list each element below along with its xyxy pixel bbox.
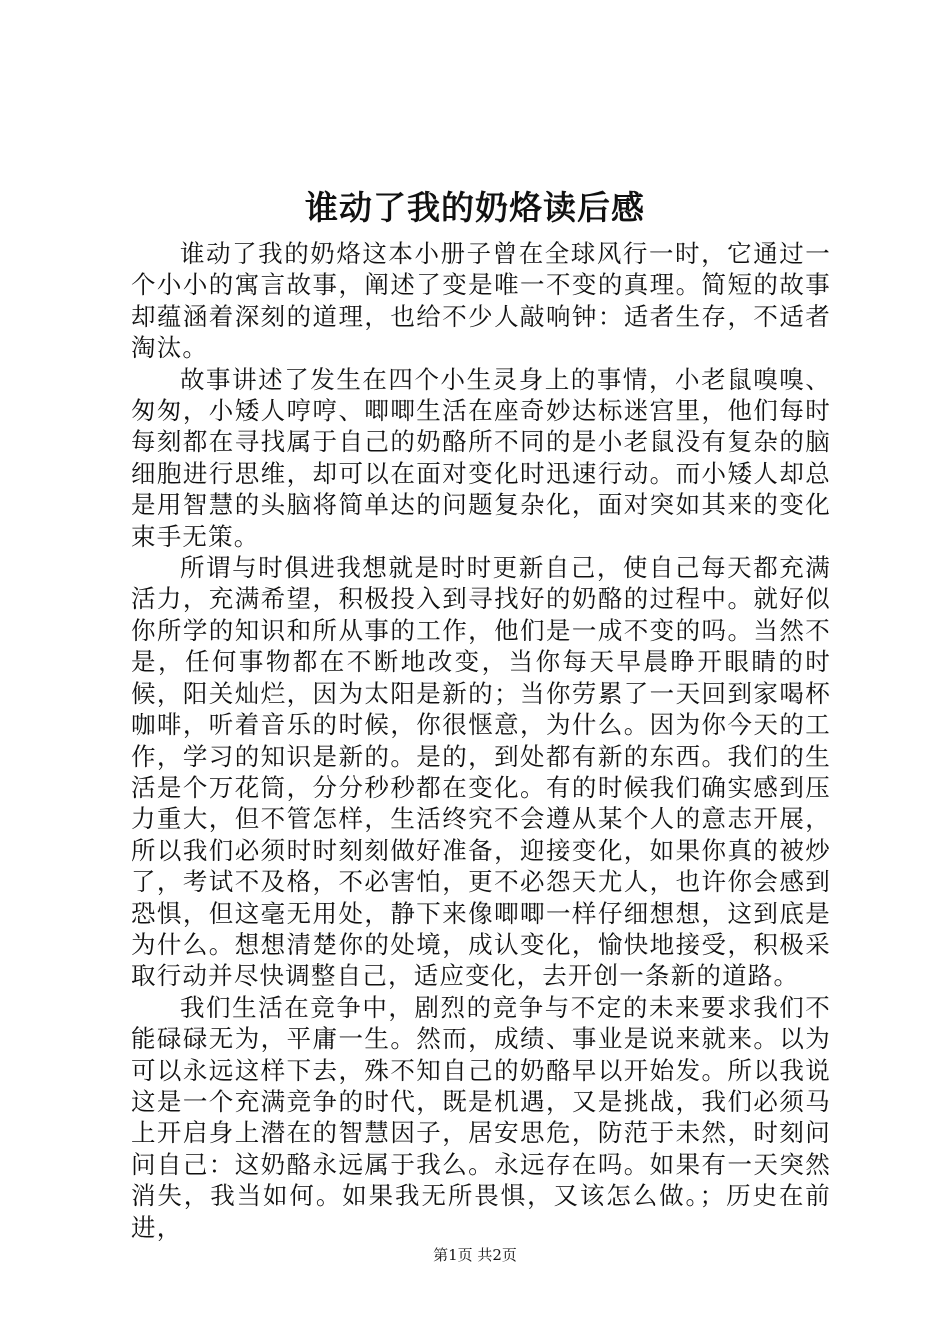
paragraph-3: 所谓与时俱进我想就是时时更新自己，使自己每天都充满活力，充满希望，积极投入到寻找好的奶酪的过程中。就好似你所学的知识和所从事的工作，他们是一成不变的吗。当然不是，任何事物都在不断地改变，当你每天早晨睁开眼睛的时候，阳关灿烂，因为太阳是新的；当你劳累了一天回到家喝杯咖啡，听着音乐的时候，你很惬意，为什么。因为你今天的工作，学习的知识是新的。是的，到处都有新的东西。我们的生活是个万花筒，分分秒秒都在变化。有的时候我们确实感到压力重大，但不管怎样，生活终究不会遵从某个人的意志开展，所以我们必须时时刻刻做好准备，迎接变化，如果你真的被炒了，考试不及格，不必害怕，更不必怨天尤人，也许你会感到恐惧，但这毫无用处，静下来像唧唧一样仔细想想，这到底是为什么。想想清楚你的处境，成认变化，愉快地接受，积极采取行动并尽快调整自己，适应变化，去开创一条新的道路。 bbox=[131, 553, 831, 991]
paragraph-2: 故事讲述了发生在四个小生灵身上的事情，小老鼠嗅嗅、匆匆，小矮人哼哼、唧唧生活在座奇妙达标迷宫里，他们每时每刻都在寻找属于自己的奶酪所不同的是小老鼠没有复杂的脑细胞进行思维，却可以在面对变化时迅速行动。而小矮人却总是用智慧的头脑将简单达的问题复杂化，面对突如其来的变化束手无策。 bbox=[131, 364, 831, 551]
page-title: 谁动了我的奶烙读后感 bbox=[305, 188, 645, 227]
document-body bbox=[131, 238, 831, 1243]
paragraph-1: 谁动了我的奶烙这本小册子曾在全球风行一时，它通过一个小小的寓言故事，阐述了变是唯一不变的真理。简短的故事却蕴涵着深刻的道理，也给不少人敲响钟：适者生存，不适者淘汰。 bbox=[131, 239, 831, 363]
paragraph-4: 我们生活在竞争中，剧烈的竞争与不定的未来要求我们不能碌碌无为，平庸一生。然而，成绩、事业是说来就来。以为可以永远这样下去，殊不知自己的奶酪早以开始发。所以我说这是一个充满竞争的时代，既是机遇，又是挑战，我们必须马上开启身上潜在的智慧因子，居安思危，防范于未然，时刻问问自己：这奶酪永远属于我么。永远存在吗。如果有一天突然消失，我当如何。如果我无所畏惧，又该怎么做。；历史在前进， bbox=[131, 992, 831, 1242]
page-footer: 第1页 共2页 bbox=[433, 1246, 517, 1264]
